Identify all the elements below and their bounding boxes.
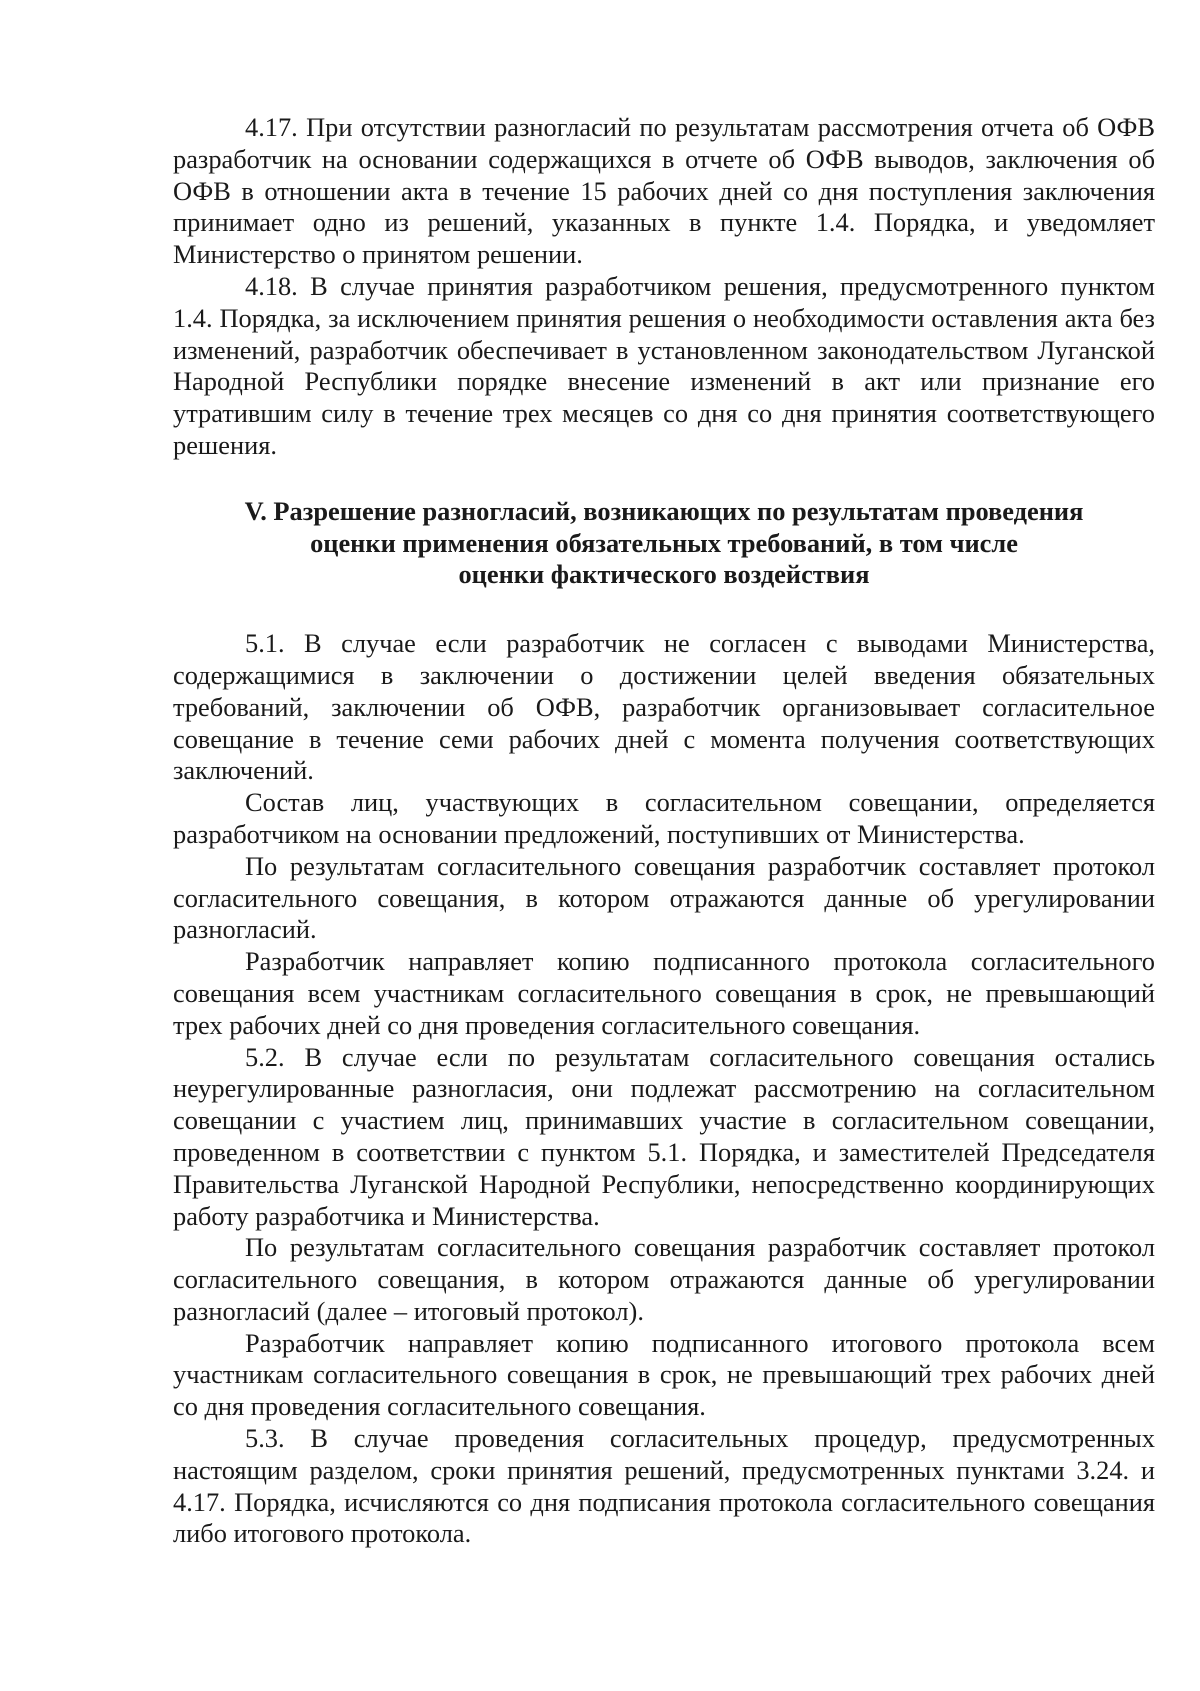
section-title-line-1: V. Разрешение разногласий, возникающих по результатам проведения xyxy=(244,495,1084,526)
paragraph-5-1-protocol: По результатам согласительного совещания разработчик составляет протокол согласительного совещания, в котором отражаются данные об урегулировании разногласий. xyxy=(173,850,1155,945)
paragraph-5-3: 5.3. В случае проведения согласительных процедур, предусмотренных настоящим разделом, сроки принятия решений, предусмотренных пунктами 3.24. и 4.17. Порядка, исчисляются со дня подписания протокола согласительного совещания либо итогового протокола. xyxy=(173,1423,1155,1549)
paragraph-5-2-copy: Разработчик направляет копию подписанного итогового протокола всем участникам согласительного совещания в срок, не превышающий трех рабочих дней со дня проведения согласительного совещания. xyxy=(173,1327,1155,1422)
paragraph-5-1-copy: Разработчик направляет копию подписанного протокола согласительного совещания всем участникам согласительного совещания в срок, не превышающий трех рабочих дней со дня проведения согласительного совещания. xyxy=(173,946,1155,1040)
paragraph-4-18: 4.18. В случае принятия разработчиком решения, предусмотренного пунктом 1.4. Порядка, за исключением принятия решения о необходимости оставления акта без изменений, разработчик обеспечивает в установленном законодательством Луганской Народной Республики порядке внесение изменений в акт или признание его утратившим силу в течение трех месяцев со дня со дня принятия соответствующего решения. xyxy=(173,270,1155,460)
paragraph-5-1-composition: Состав лиц, участвующих в согласительном совещании, определяется разработчиком на основании предложений, поступивших от Министерства. xyxy=(173,787,1155,849)
paragraph-5-2: 5.2. В случае если по результатам согласительного совещания остались неурегулированные разногласия, они подлежат рассмотрению на согласительном совещании с участием лиц, принимавших участие в согласительном совещании, проведенном в соответствии с пунктом 5.1. Порядка, и заместителей Председателя Правительства Луганской Народной Республики, непосредственно координирующих работу разработчика и Министерства. xyxy=(173,1041,1155,1231)
section-title-line-2: оценки применения обязательных требований, в том числе xyxy=(310,527,1018,558)
document-page xyxy=(173,112,1155,1550)
paragraph-4-17: 4.17. При отсутствии разногласий по результатам рассмотрения отчета об ОФВ разработчик на основании содержащихся в отчете об ОФВ выводов, заключения об ОФВ в отношении акта в течение 15 рабочих дней со дня поступления заключения принимает одно из решений, указанных в пункте 1.4. Порядка, и уведомляет Министерство о принятом решении. xyxy=(173,112,1155,270)
paragraph-5-1: 5.1. В случае если разработчик не согласен с выводами Министерства, содержащимися в заключении о достижении целей введения обязательных требований, заключении об ОФВ, разработчик организовывает согласительное совещание в течение семи рабочих дней с момента получения соответствующих заключений. xyxy=(173,628,1155,786)
section-title-line-3: оценки фактического воздействия xyxy=(458,559,870,590)
section-title xyxy=(173,496,1155,591)
paragraph-5-2-protocol: По результатам согласительного совещания разработчик составляет протокол согласительного совещания, в котором отражаются данные об урегулировании разногласий (далее – итоговый протокол). xyxy=(173,1232,1155,1326)
